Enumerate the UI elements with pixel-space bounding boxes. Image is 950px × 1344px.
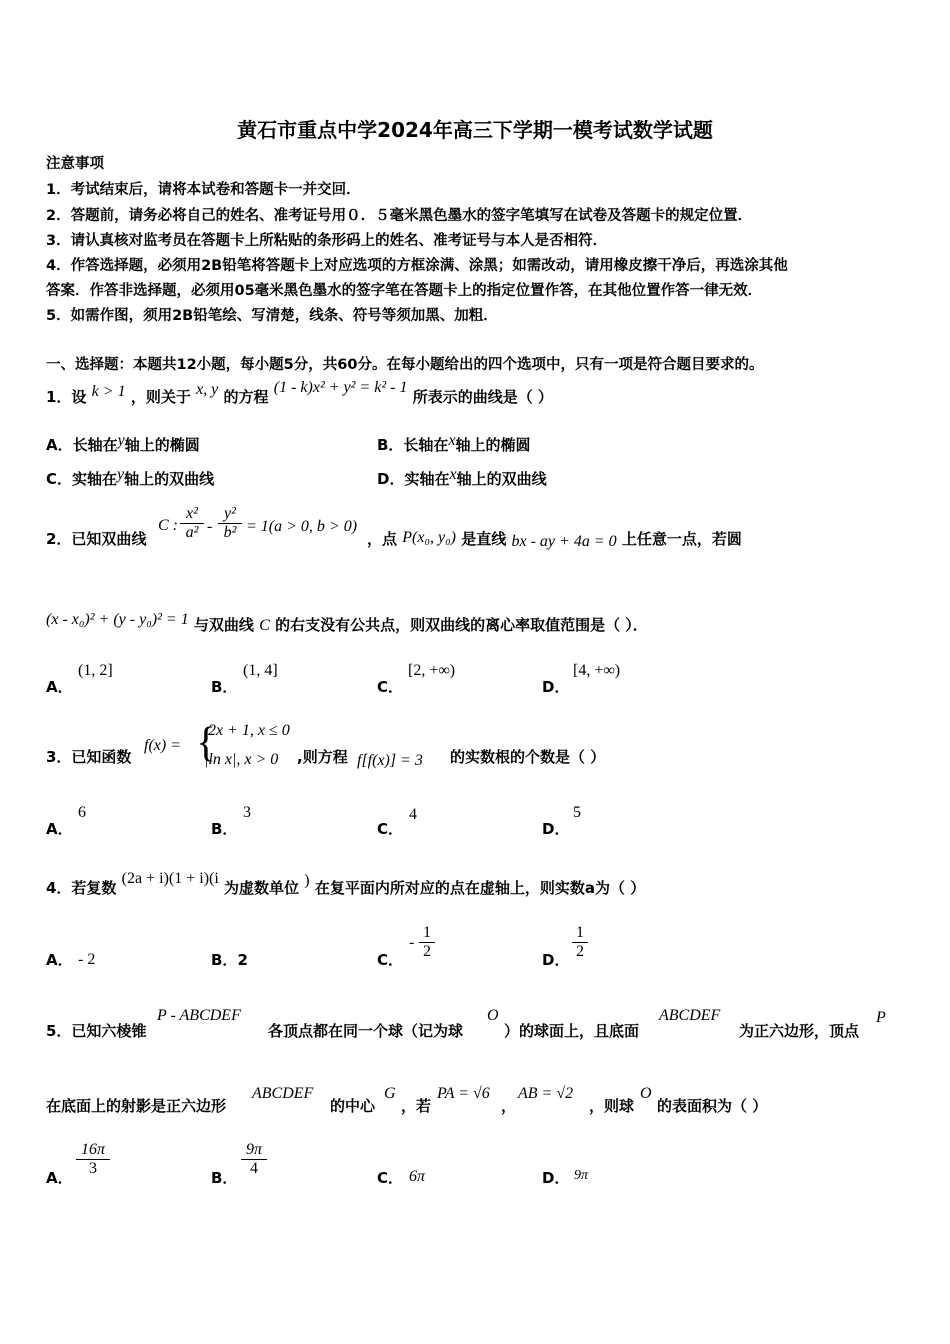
- q3-option-b[interactable]: [211, 818, 237, 839]
- q4-option-a-value: - 2: [78, 951, 96, 968]
- option-label: D．: [542, 1169, 570, 1187]
- option-text: 轴上的椭圆: [124, 436, 200, 454]
- option-label: D．: [542, 678, 570, 696]
- notice-heading: 注意事项: [46, 156, 104, 172]
- q1-math-xy: x, y: [196, 381, 219, 398]
- q5-p: P: [876, 1009, 886, 1026]
- fraction-denominator: 2: [576, 943, 584, 960]
- q5-option-d[interactable]: [542, 1167, 569, 1188]
- q1-option-d[interactable]: [377, 468, 547, 489]
- q5-text: 的表面积为（ ）: [657, 1097, 768, 1115]
- notice-item: 1．考试结束后，请将本试卷和答题卡一并交回．: [46, 182, 361, 198]
- option-label: B．长轴在: [377, 436, 449, 454]
- q3-option-d[interactable]: [542, 818, 569, 839]
- q2-circle-eq: (x - x₀)² + (y - y₀)² = 1: [46, 611, 189, 628]
- option-label: D．实轴在: [377, 470, 450, 488]
- option-text: 轴上的椭圆: [455, 436, 531, 454]
- q5-num: 5．已知六棱锥: [46, 1022, 147, 1040]
- q5-text: 在底面上的射影是正六边形: [46, 1097, 227, 1115]
- option-label: A．长轴在: [46, 436, 118, 454]
- q5-option-c[interactable]: [377, 1167, 403, 1188]
- option-label: B．: [211, 678, 238, 696]
- q2-option-b-value: (1, 4]: [243, 662, 278, 679]
- page-title: 黄石市重点中学2024年高三下学期一模考试数学试题: [237, 118, 713, 142]
- option-label: D．: [542, 951, 570, 969]
- option-label: A．: [46, 951, 73, 969]
- q5-base: ABCDEF: [659, 1007, 721, 1024]
- q3-case-2: |ln x|, x > 0: [204, 751, 279, 768]
- q1-option-c[interactable]: [46, 468, 214, 489]
- q4-option-d[interactable]: [542, 949, 569, 970]
- q2-fraction-x: [180, 505, 204, 542]
- q2-option-d[interactable]: [542, 676, 569, 697]
- q5-pa: PA = √6: [437, 1085, 490, 1102]
- q5-text: ）的球面上，且底面: [504, 1022, 640, 1040]
- q4-text: 4．若复数: [46, 879, 117, 897]
- option-text: 轴上的双曲线: [124, 470, 215, 488]
- section-header: 一、选择题：本题共12小题，每小题5分，共60分。在每小题给出的四个选项中，只有一项是符合题目要求的。: [46, 357, 764, 373]
- q2-minus: -: [207, 518, 213, 535]
- q5-text: 为正六边形，顶点: [739, 1022, 860, 1040]
- q1-text: ，则关于: [130, 388, 191, 406]
- q3-option-c-value: 4: [409, 806, 417, 823]
- q2-condition: = 1(a > 0, b > 0): [246, 518, 358, 535]
- q5-text: ，则球: [589, 1097, 635, 1115]
- fraction-numerator: 16π: [80, 1141, 105, 1158]
- q4-text: 为虚数单位: [224, 879, 300, 897]
- q2-text: 与双曲线: [193, 616, 254, 634]
- option-text: 轴上的双曲线: [456, 470, 547, 488]
- q2-line-eq: bx - ay + 4a = 0: [511, 533, 617, 550]
- q1-text: 1．设: [46, 388, 87, 406]
- fraction-numerator: 9π: [245, 1141, 262, 1158]
- option-var: x: [448, 432, 456, 449]
- q2-text: 上任意一点，若圆: [621, 530, 742, 548]
- q1-math-k: k > 1: [91, 383, 126, 400]
- q2-option-a[interactable]: [46, 676, 73, 697]
- option-label: D．: [542, 820, 570, 838]
- fraction-denominator: b²: [223, 524, 237, 541]
- q2-num: 2．已知双曲线: [46, 530, 147, 548]
- notice-item: 5．如需作图，须用2B铅笔绘、写清楚，线条、符号等须加黑、加粗．: [46, 308, 498, 324]
- q2-option-c[interactable]: [377, 676, 403, 697]
- question-2-line2: [46, 611, 648, 635]
- q3-equation: f[f(x)] = 3: [357, 752, 423, 769]
- q3-option-b-value: 3: [243, 804, 251, 821]
- q4-option-a[interactable]: [46, 949, 73, 970]
- fraction-denominator: 3: [89, 1160, 97, 1177]
- q2-fraction-y: [218, 505, 242, 542]
- q3-text: 的实数根的个数是（ ）: [450, 748, 606, 766]
- option-label: B．: [211, 820, 238, 838]
- option-label: A．: [46, 1169, 73, 1187]
- q1-text: 所表示的曲线是（ ）: [412, 388, 553, 406]
- option-label: A．: [46, 820, 73, 838]
- question-4: [46, 870, 646, 898]
- q3-option-a[interactable]: [46, 818, 73, 839]
- fraction-denominator: 4: [250, 1160, 258, 1177]
- option-label: C．: [377, 678, 404, 696]
- option-label: C．: [377, 820, 404, 838]
- fraction-numerator: 1: [423, 924, 431, 941]
- q1-text: 的方程: [223, 388, 269, 406]
- option-value: 2: [237, 951, 248, 969]
- q5-text: 的中心: [330, 1097, 376, 1115]
- q2-option-a-value: (1, 2]: [78, 662, 113, 679]
- q4-expression: (2a + i)(1 + i)(i: [121, 870, 219, 887]
- q1-math-equation: (1 - k)x² + y² = k² - 1: [273, 379, 408, 396]
- fraction-numerator: y²: [224, 505, 236, 522]
- q5-base-2: ABCDEF: [252, 1085, 314, 1102]
- option-var: y: [117, 432, 125, 449]
- q5-option-d-value: 9π: [574, 1168, 589, 1183]
- q5-text: 各顶点都在同一个球（记为球: [268, 1022, 464, 1040]
- q5-option-b-fraction: [241, 1141, 267, 1178]
- option-label: B．: [211, 1169, 238, 1187]
- q4-paren: ): [304, 872, 310, 889]
- notice-item: 4．作答选择题，必须用2B铅笔将答题卡上对应选项的方框涂满、涂黑；如需改动，请用橡皮擦干净后，再选涂其他: [46, 258, 788, 274]
- fraction-numerator: 1: [576, 924, 584, 941]
- q4-option-b[interactable]: [211, 949, 248, 970]
- q3-option-d-value: 5: [573, 804, 581, 821]
- q5-o-2: O: [640, 1085, 652, 1102]
- question-2-line1: [367, 528, 742, 549]
- q3-option-a-value: 6: [78, 804, 86, 821]
- q2-c: C :: [158, 517, 178, 534]
- q1-option-a[interactable]: [46, 434, 200, 455]
- option-label: C．: [377, 1169, 404, 1187]
- q4-option-c-fraction: [419, 924, 435, 961]
- q2-option-b[interactable]: [211, 676, 237, 697]
- fraction-numerator: x²: [186, 505, 198, 522]
- q5-option-b[interactable]: [211, 1167, 237, 1188]
- q3-option-c[interactable]: [377, 818, 403, 839]
- q2-option-d-value: [4, +∞): [573, 662, 621, 679]
- q5-option-a[interactable]: [46, 1167, 73, 1188]
- q2-c-var: C: [259, 617, 270, 634]
- q5-text: ，: [501, 1097, 517, 1115]
- question-1: [46, 379, 553, 407]
- q5-option-a-fraction: [76, 1141, 110, 1178]
- q5-option-c-value: 6π: [409, 1168, 426, 1185]
- option-label: C．: [377, 951, 404, 969]
- q4-option-c-sign: -: [409, 934, 415, 951]
- notice-item: 3．请认真核对监考员在答题卡上所粘贴的条形码上的姓名、准考证号与本人是否相符．: [46, 233, 608, 249]
- notice-item: 2．答题前，请务必将自己的姓名、准考证号用０．５毫米黑色墨水的签字笔填写在试卷及答题卡的规定位置．: [46, 208, 753, 224]
- q5-pyramid: P - ABCDEF: [157, 1007, 241, 1024]
- option-label: A．: [46, 678, 73, 696]
- q2-text: 的右支没有公共点，则双曲线的离心率取值范围是（ ）．: [275, 616, 648, 634]
- q4-option-c[interactable]: [377, 949, 403, 970]
- q3-case-1: 2x + 1, x ≤ 0: [208, 722, 290, 739]
- q2-option-c-value: [2, +∞): [408, 662, 456, 679]
- option-var: x: [449, 466, 457, 483]
- q4-option-d-fraction: [572, 924, 588, 961]
- q4-text: 在复平面内所对应的点在虚轴上，则实数a为（ ）: [314, 879, 646, 897]
- q3-num: 3．已知函数: [46, 748, 132, 766]
- option-var: y: [117, 466, 125, 483]
- q5-g: G: [384, 1085, 396, 1102]
- q5-text: ，若: [401, 1097, 432, 1115]
- notice-item: 答案．作答非选择题，必须用05毫米黑色墨水的签字笔在答题卡上的指定位置作答，在其他位置作答一律无效．: [46, 283, 763, 299]
- q1-option-b[interactable]: [377, 434, 531, 455]
- option-label: C．实轴在: [46, 470, 118, 488]
- q5-ab: AB = √2: [518, 1085, 574, 1102]
- q2-text: 是直线: [461, 530, 507, 548]
- q2-point: P(x₀, y₀): [402, 529, 457, 546]
- q3-text: ,则方程: [297, 748, 348, 766]
- q2-text: ，点: [367, 530, 398, 548]
- q3-brace: {: [196, 720, 217, 766]
- q5-o: O: [487, 1007, 499, 1024]
- q3-f: f(x) =: [144, 737, 181, 754]
- option-label: B．: [211, 951, 238, 969]
- fraction-denominator: a²: [185, 524, 199, 541]
- fraction-denominator: 2: [423, 943, 431, 960]
